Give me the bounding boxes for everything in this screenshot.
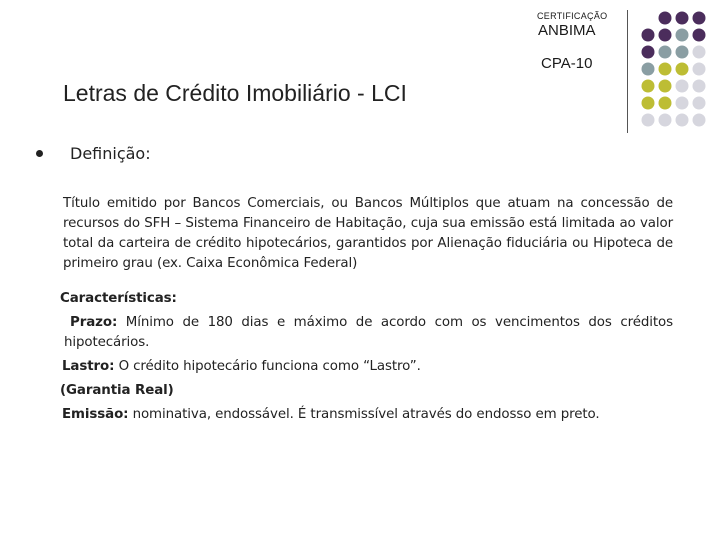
decorative-dot [676,80,689,93]
decorative-dot [676,97,689,110]
prazo-line [70,313,673,333]
decorative-dot [676,63,689,76]
lastro-line [62,357,421,377]
emissao-text: nominativa, endossável. É transmissível através do endosso em preto. [128,407,600,422]
caracteristicas-heading: Características: [60,291,177,306]
decorative-dot [659,114,672,127]
lastro-label: Lastro: [62,359,115,374]
decorative-dot [659,12,672,25]
decorative-dot [693,46,706,59]
decorative-dot [693,97,706,110]
decorative-dot [693,29,706,42]
decorative-dot [693,12,706,25]
slide-title: Letras de Crédito Imobiliário - LCI [63,80,407,106]
cpa-label: CPA-10 [541,55,593,72]
prazo-text: Mínimo de 180 dias e máximo de acordo com os vencimentos dos créditos [117,315,673,330]
lastro-text: O crédito hipotecário funciona como “Lastro”. [114,359,421,374]
decorative-dot [693,114,706,127]
certificacao-label: CERTIFICAÇÃO [537,11,608,21]
garantia-line: (Garantia Real) [60,383,174,398]
decorative-dot [659,63,672,76]
decorative-dot [642,114,655,127]
decorative-dot [676,46,689,59]
anbima-label: ANBIMA [538,22,596,39]
decorative-dot [659,46,672,59]
decorative-dot [676,29,689,42]
decorative-dot [676,12,689,25]
decorative-dot [693,80,706,93]
decorative-dot [693,63,706,76]
emissao-line [62,405,600,425]
emissao-label: Emissão: [62,407,129,422]
prazo-text-cont: hipotecários. [64,335,150,350]
decorative-dot [642,80,655,93]
prazo-label: Prazo: [70,315,118,330]
decorative-dot [642,63,655,76]
decorative-dot [659,97,672,110]
definicao-label: Definição: [70,144,151,163]
decorative-dot-grid [640,10,720,140]
decorative-dot [642,29,655,42]
divider-line [627,10,628,133]
decorative-dot [642,97,655,110]
decorative-dot [659,80,672,93]
bullet-icon [36,150,43,157]
decorative-dot [659,29,672,42]
definicao-text: Título emitido por Bancos Comerciais, ou Bancos Múltiplos que atuam na concessão de recursos do SFH – Sistema Financeiro de Habitação, cuja sua emissão está limitada ao valor total da carteira de crédito hipotecários, garantidos por Alienação fiduciária ou Hipoteca de primeiro grau (ex. Caixa Econômica Federal) [63,196,673,271]
decorative-dot [642,46,655,59]
decorative-dot [676,114,689,127]
